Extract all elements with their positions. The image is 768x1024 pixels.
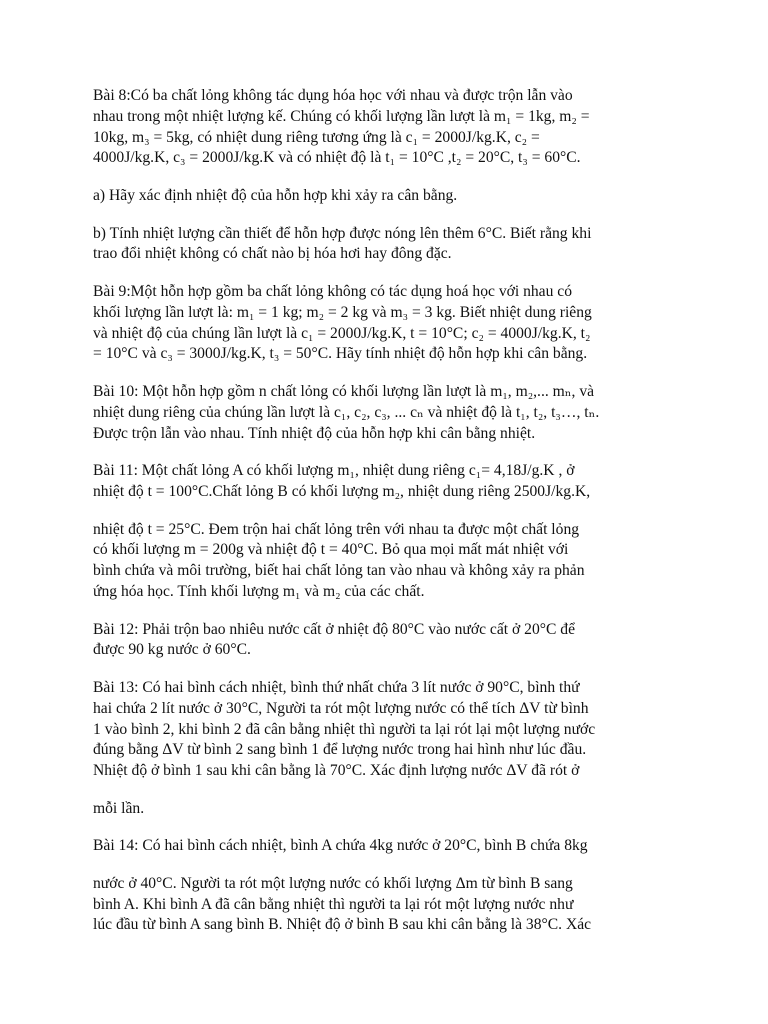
paragraph-bai-14: Bài 14: Có hai bình cách nhiệt, bình A chứa 4kg nước ở 20°C, bình B chứa 8kg [93, 837, 588, 855]
paragraph-bai-8: Bài 8:Có ba chất lỏng không tác dụng hóa học với nhau và được trộn lẫn vào nhau trong một nhiệt lượng kế. Chúng có khối lượng lần lượt là m₁ = 1kg, m₂ = 10kg, m₃ = 5kg, có nhiệt dung riêng tương ứng là c₁ = 2000J/kg.K, c₂ = 4000J/kg.K, c₃ = 2000J/kg.K và có nhiệt độ là t₁ = 10°C ,t₂ = 20°C, t₃ = 60°C. [93, 87, 590, 167]
paragraph-bai-9: Bài 9:Một hỗn hợp gồm ba chất lỏng không có tác dụng hoá học với nhau có khối lượng lần lượt là: m₁ = 1 kg; m₂ = 2 kg và m₃ = 3 kg. Biết nhiệt dung riêng và nhiệt độ của chúng lần lượt là c₁ = 2000J/kg.K, t = 10°C; c₂ = 4000J/kg.K, t₂ = 10°C và c₃ = 3000J/kg.K, t₃ = 50°C. Hãy tính nhiệt độ hỗn hợp khi cân bằng. [93, 282, 592, 363]
paragraph-bai-11-cont: nhiệt độ t = 25°C. Đem trộn hai chất lỏng trên với nhau ta được một chất lỏng có khối lượng m = 200g và nhiệt độ t = 40°C. Bỏ qua mọi mất mát nhiệt với bình chứa và môi trường, biết hai chất lỏng tan vào nhau và không xảy ra phản ứng hóa học. Tính khối lượng m₁ và m₂ của các chất. [93, 520, 585, 600]
paragraph-bai-13: Bài 13: Có hai bình cách nhiệt, bình thứ nhất chứa 3 lít nước ở 90°C, bình thứ hai chứa 2 lít nước ở 30°C, Người ta rót một lượng nước có thể tích ΔV từ bình 1 vào bình 2, khi bình 2 đã cân bằng nhiệt thì người ta lại rót lại một lượng nước đúng bằng ΔV từ bình 2 sang bình 1 để lượng nước trong hai hình như lúc đầu. Nhiệt độ ở bình 1 sau khi cân bằng là 70°C. Xác định lượng nước ΔV đã rót ở [93, 678, 596, 780]
paragraph-bai-8-a: a) Hãy xác định nhiệt độ của hỗn hợp khi xảy ra cân bằng. [93, 186, 458, 204]
paragraph-bai-10: Bài 10: Một hỗn hợp gồm n chất lỏng có khối lượng lần lượt là m₁, m₂,... mₙ, và nhiệt dung riêng của chúng lần lượt là c₁, c₂, c₃, ... cₙ và nhiệt độ là t₁, t₂, t₃…, tₙ. Được trộn lẫn vào nhau. Tính nhiệt độ của hỗn hợp khi cân bằng nhiệt. [93, 382, 600, 442]
paragraph-bai-14-cont: nước ở 40°C. Người ta rót một lượng nước có khối lượng Δm từ bình B sang bình A. Khi bình A đã cân bằng nhiệt thì người ta lại rót một lượng nước như lúc đầu từ bình A sang bình B. Nhiệt độ ở bình B sau khi cân bằng là 38°C. Xác [93, 874, 592, 934]
paragraph-bai-13-cont: mỗi lần. [93, 799, 145, 817]
paragraph-bai-8-b: b) Tính nhiệt lượng cần thiết để hỗn hợp được nóng lên thêm 6°C. Biết rằng khi trao đổi nhiệt không có chất nào bị hóa hơi hay đông đặc. [93, 224, 592, 263]
paragraph-bai-11: Bài 11: Một chất lỏng A có khối lượng m₁, nhiệt dung riêng c₁= 4,18J/g.K , ở nhiệt độ t = 100°C.Chất lỏng B có khối lượng m₂, nhiệt dung riêng 2500J/kg.K, [93, 462, 591, 500]
paragraph-bai-12: Bài 12: Phải trộn bao nhiêu nước cất ở nhiệt độ 80°C vào nước cất ở 20°C để được 90 kg nước ở 60°C. [93, 620, 575, 659]
document-body [93, 86, 685, 936]
